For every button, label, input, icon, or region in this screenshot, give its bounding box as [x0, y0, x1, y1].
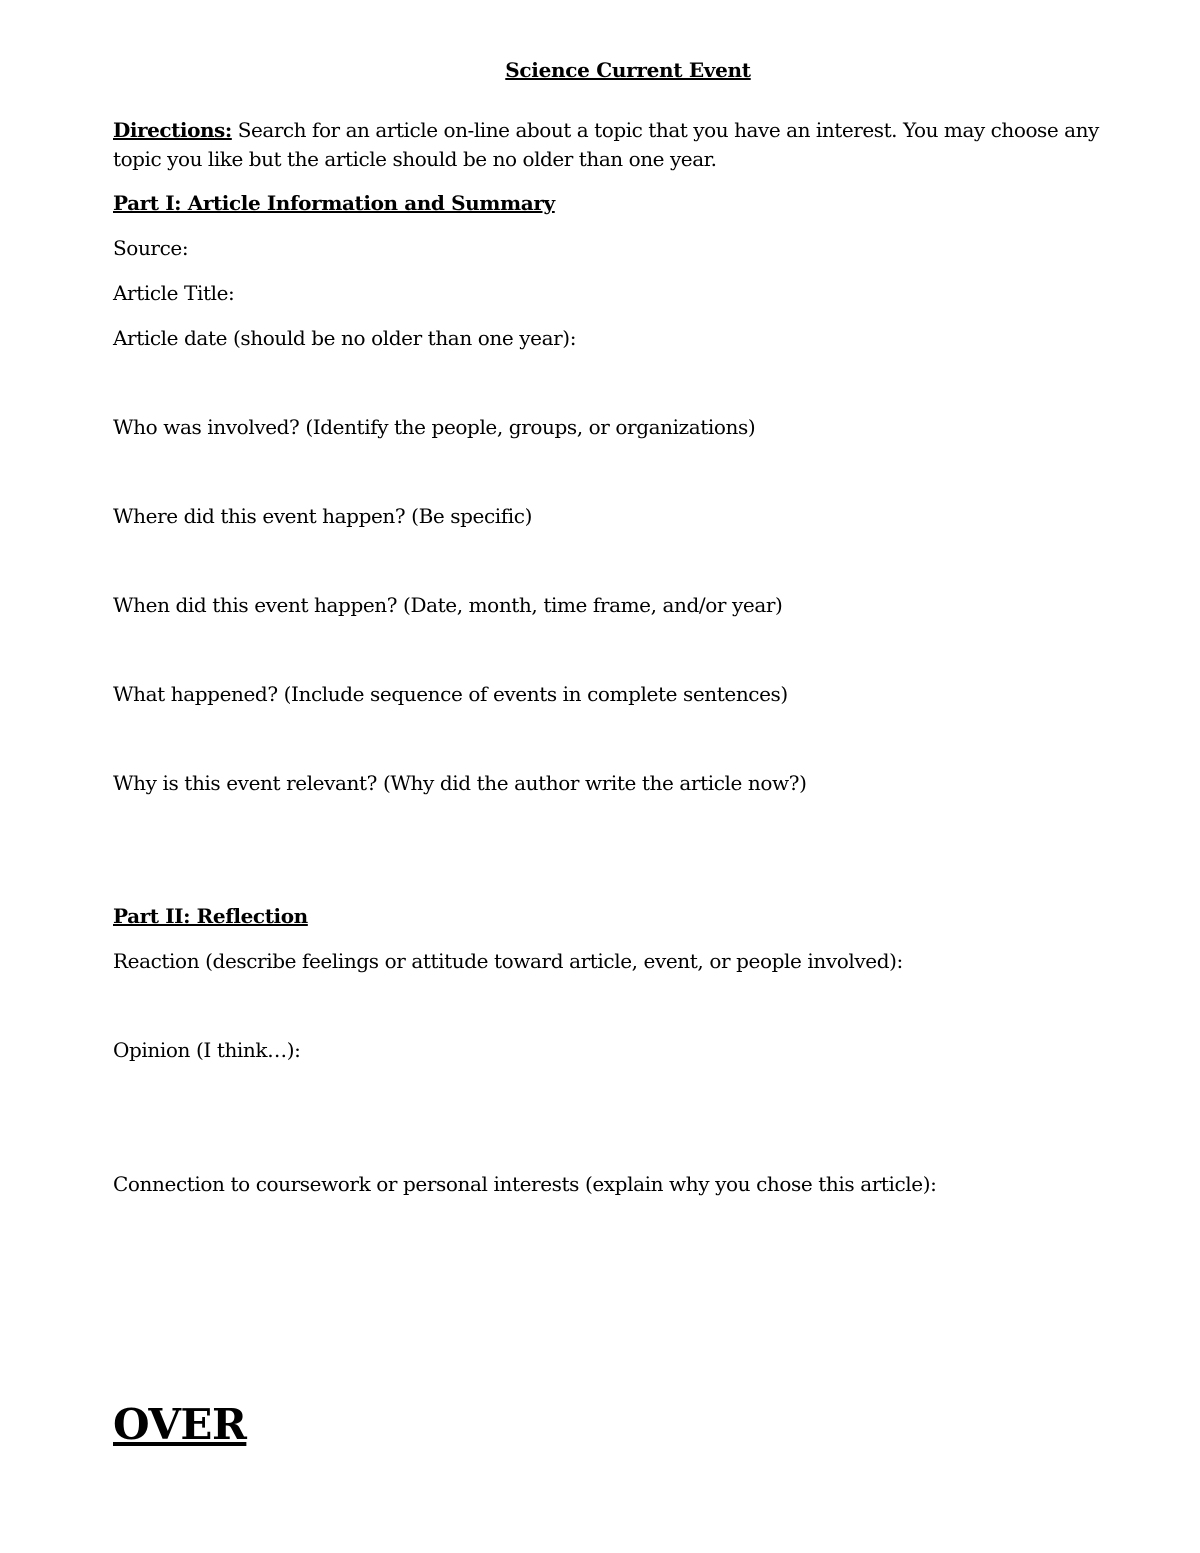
over-label: OVER: [113, 1400, 247, 1449]
reaction-prompt: Reaction (describe feelings or attitude toward article, event, or people involved):: [113, 949, 903, 973]
article-date-prompt: Article date (should be no older than one year):: [113, 326, 577, 350]
connection-prompt: Connection to coursework or personal interests (explain why you chose this article):: [113, 1172, 937, 1196]
where-prompt: Where did this event happen? (Be specific): [113, 504, 532, 528]
source-prompt: Source:: [113, 236, 189, 260]
part2-heading: Part II: Reflection: [113, 904, 308, 928]
when-prompt: When did this event happen? (Date, month, time frame, and/or year): [113, 593, 783, 617]
opinion-prompt: Opinion (I think…):: [113, 1038, 301, 1062]
article-title-prompt: Article Title:: [113, 281, 235, 305]
directions-paragraph: [113, 116, 1133, 174]
what-prompt: What happened? (Include sequence of events in complete sentences): [113, 682, 788, 706]
why-prompt: Why is this event relevant? (Why did the author write the article now?): [113, 771, 807, 795]
who-prompt: Who was involved? (Identify the people, groups, or organizations): [113, 415, 756, 439]
page-title: Science Current Event: [505, 58, 751, 82]
part1-heading: Part I: Article Information and Summary: [113, 191, 555, 215]
directions-label: Directions:: [113, 118, 232, 142]
directions-text: Search for an article on-line about a topic that you have an interest. You may choose any topic you like but the article should be no older than one year.: [113, 118, 1099, 171]
